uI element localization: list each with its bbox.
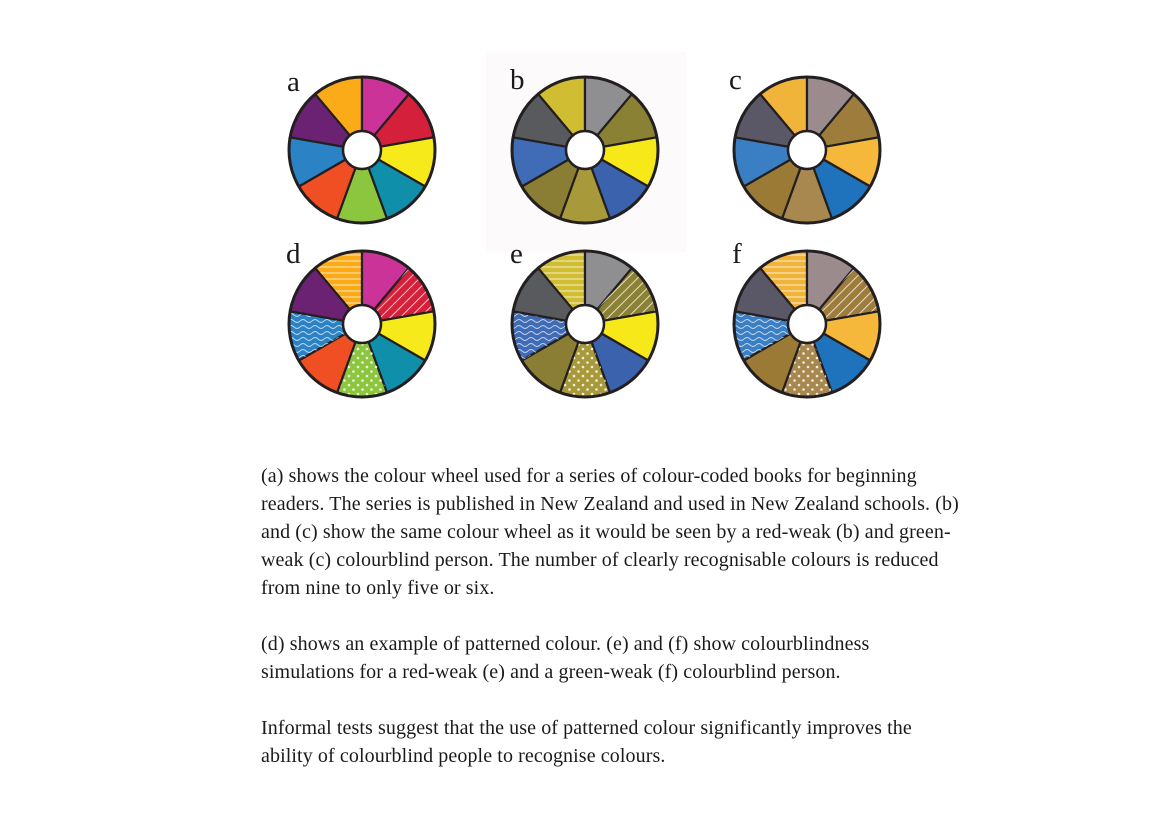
- wheel-b-segments: [512, 77, 658, 223]
- wheel-a: [287, 66, 435, 223]
- wheel-d-center-hole: [343, 305, 381, 343]
- caption-paragraph-2: (d) shows an example of patterned colour. (e) and (f) show colourblindness simulations for a red-weak (e) and a green-weak (f) colourblind person.: [261, 633, 870, 683]
- wheel-label-e: e: [510, 238, 523, 270]
- wheel-label-c: c: [729, 64, 742, 96]
- caption: [261, 462, 961, 798]
- wheel-a-center-hole: [343, 131, 381, 169]
- wheel-d-segments: [289, 251, 435, 397]
- wheel-e: [510, 238, 658, 397]
- wheel-label-a: a: [287, 66, 300, 98]
- wheel-d: [286, 238, 435, 397]
- wheel-c-segments: [734, 77, 880, 223]
- wheel-label-d: d: [286, 238, 301, 270]
- wheel-b-center-hole: [566, 131, 604, 169]
- wheel-e-segments: [512, 251, 658, 397]
- wheel-f: [732, 238, 880, 397]
- wheel-c: [729, 64, 880, 223]
- wheel-e-center-hole: [566, 305, 604, 343]
- wheel-label-b: b: [510, 64, 525, 96]
- caption-paragraph-3: Informal tests suggest that the use of patterned colour significantly improves the ability of colourblind people to recognise colours.: [261, 717, 912, 767]
- wheel-f-center-hole: [788, 305, 826, 343]
- wheel-f-segments: [734, 251, 880, 397]
- caption-paragraph-1: (a) shows the colour wheel used for a series of colour-coded books for beginning readers. The series is published in New Zealand and used in New Zealand schools. (b) and (c) show the same colour wheel as it would be seen by a red-weak (b) and green-weak (c) colourblind person. The number of clearly recognisable colours is reduced from nine to only five or six.: [261, 465, 959, 599]
- wheel-a-segments: [289, 77, 435, 223]
- wheel-label-f: f: [732, 238, 742, 270]
- wheel-c-center-hole: [788, 131, 826, 169]
